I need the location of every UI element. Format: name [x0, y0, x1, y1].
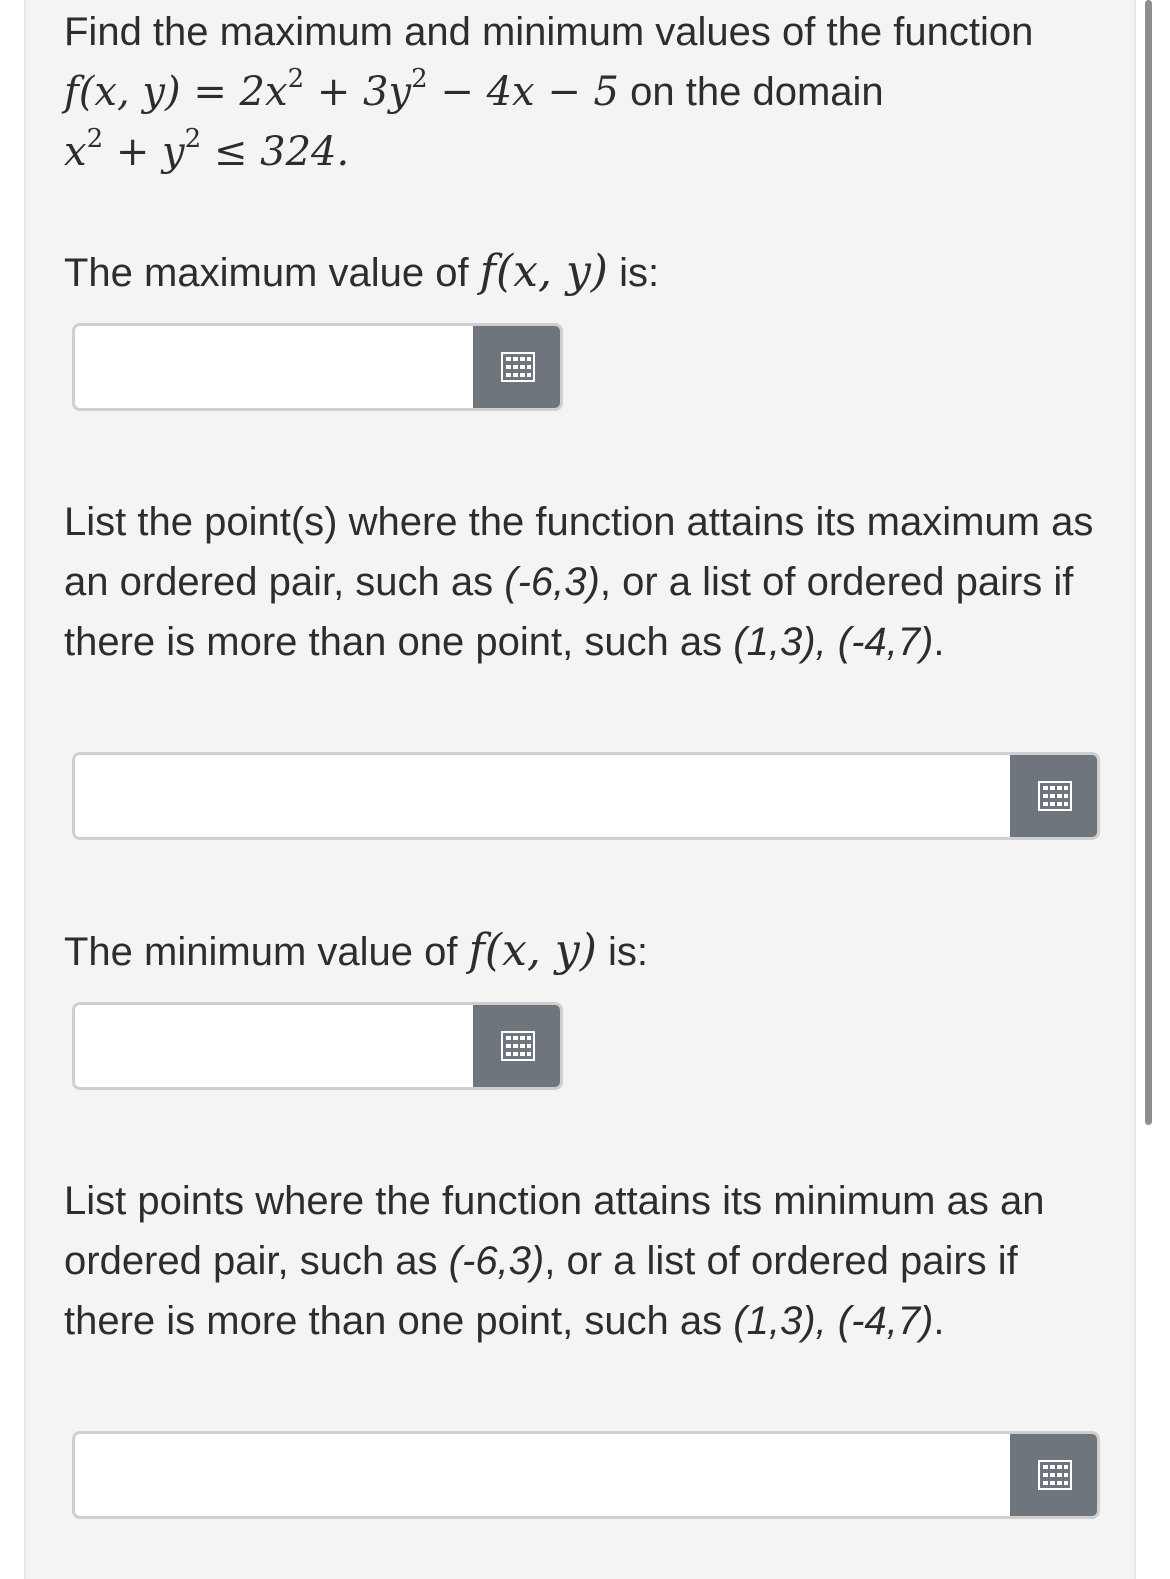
question-line-3	[64, 122, 1033, 182]
min-value-keypad-button[interactable]	[473, 1002, 563, 1090]
keypad-grid-icon	[501, 352, 535, 382]
max-points-input[interactable]	[75, 755, 1015, 837]
min-value-answer-box	[72, 1002, 563, 1090]
max-value-keypad-button[interactable]	[473, 323, 563, 411]
min-points-keypad-button[interactable]	[1010, 1431, 1100, 1519]
min-value-input[interactable]	[75, 1005, 479, 1087]
function-expression: f(x, $y) = 2x^2 + 3y^2 - 4x - 5$	[64, 63, 620, 115]
scrollbar[interactable]	[1145, 0, 1152, 1125]
example-single-pair: (-6,3)	[504, 560, 600, 604]
min-points-prompt: List points where the function attains its minimum as an ordered pair, such as (-6,3), or a list of ordered pairs if there is more than one point, such as (1,3), (-4,7).	[64, 1179, 1045, 1343]
domain-label: on the domain	[619, 70, 884, 114]
example-pair-list: (1,3), (-4,7)	[733, 1299, 934, 1343]
min-value-prompt: The minimum value of f(x, y) is:	[64, 925, 648, 976]
question-statement	[64, 2, 1033, 182]
keypad-grid-icon	[1038, 781, 1072, 811]
min-points-answer-box	[72, 1431, 1100, 1519]
max-points-prompt: List the point(s) where the function attains its maximum as an ordered pair, such as (-6,3), or a list of ordered pairs if there is more than one point, such as (1,3), (-4,7).	[64, 500, 1094, 664]
example-single-pair: (-6,3)	[448, 1239, 545, 1283]
max-value-prompt: The maximum value of f(x, y) is:	[64, 246, 660, 297]
max-points-keypad-button[interactable]	[1010, 752, 1100, 840]
keypad-grid-icon	[1038, 1460, 1072, 1490]
domain-expression: $x^2 + y^2 \le 324$.	[64, 123, 350, 175]
max-points-answer-box	[72, 752, 1100, 840]
example-pair-list: (1,3), (-4,7)	[733, 620, 934, 664]
question-line-1: Find the maximum and minimum values of the function	[64, 10, 1034, 54]
question-line-2	[64, 62, 1033, 122]
keypad-grid-icon	[501, 1031, 535, 1061]
max-value-answer-box	[72, 323, 563, 411]
max-value-input[interactable]	[75, 326, 479, 408]
min-points-input[interactable]	[75, 1434, 1015, 1516]
